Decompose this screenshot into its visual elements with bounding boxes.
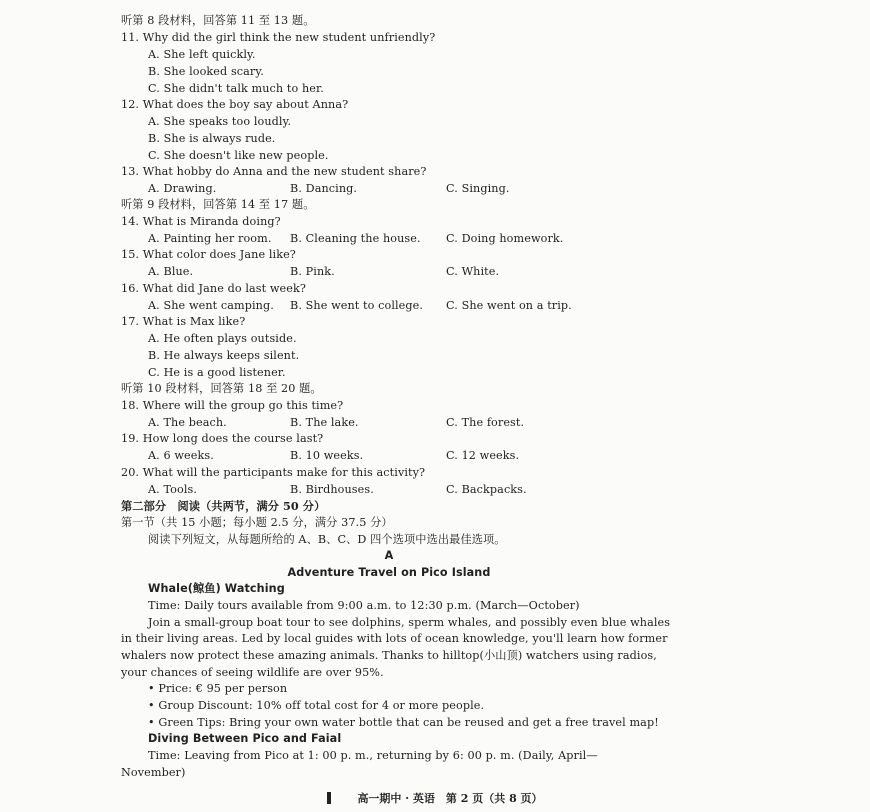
question-17: 17. What is Max like? <box>121 315 246 328</box>
option-19c: C. 12 weeks. <box>446 449 520 462</box>
option-13b: B. Dancing. <box>290 182 358 195</box>
option-13a: A. Drawing. <box>148 182 217 195</box>
option-15b: B. Pink. <box>290 265 335 278</box>
question-13: 13. What hobby do Anna and the new student share? <box>121 165 427 178</box>
diving-time: Time: Leaving from Pico at 1: 00 p. m., returning by 6: 00 p. m. (Daily, April— <box>148 749 598 762</box>
subsection-heading: 第一节（共 15 小题；每小题 2.5 分，满分 37.5 分） <box>121 516 393 529</box>
option-17c: C. He is a good listener. <box>148 366 286 379</box>
option-11b: B. She looked scary. <box>148 65 264 78</box>
option-18b: B. The lake. <box>290 416 359 429</box>
section-heading: 听第 9 段材料，回答第 14 至 17 题。 <box>121 198 315 211</box>
option-14c: C. Doing homework. <box>446 232 564 245</box>
question-11: 11. Why did the girl think the new student unfriendly? <box>121 31 436 44</box>
option-12c: C. She doesn't like new people. <box>148 149 329 162</box>
option-12a: A. She speaks too loudly. <box>148 115 292 128</box>
passage-letter: A <box>384 549 394 562</box>
option-20c: C. Backpacks. <box>446 483 527 496</box>
option-11c: C. She didn't talk much to her. <box>148 82 324 95</box>
part-heading: 第二部分 阅读（共两节，满分 50 分） <box>121 499 326 513</box>
option-17a: A. He often plays outside. <box>148 332 297 345</box>
option-16b: B. She went to college. <box>290 299 424 312</box>
whale-paragraph-line: Join a small-group boat tour to see dolphins, sperm whales, and possibly even blue whales <box>148 616 671 629</box>
question-12: 12. What does the boy say about Anna? <box>121 98 349 111</box>
question-16: 16. What did Jane do last week? <box>121 282 306 295</box>
option-11a: A. She left quickly. <box>148 48 256 61</box>
option-15a: A. Blue. <box>148 265 194 278</box>
question-14: 14. What is Miranda doing? <box>121 215 281 228</box>
page-footer <box>0 790 870 806</box>
option-15c: C. White. <box>446 265 500 278</box>
question-15: 15. What color does Jane like? <box>121 248 296 261</box>
option-16c: C. She went on a trip. <box>446 299 572 312</box>
footer-bar-mark <box>327 792 331 804</box>
option-13c: C. Singing. <box>446 182 510 195</box>
option-14a: A. Painting her room. <box>148 232 272 245</box>
passage-title: Adventure Travel on Pico Island <box>287 566 491 579</box>
whale-paragraph-line: whalers now protect these amazing animals. Thanks to hilltop(小山顶) watchers using radios, <box>121 649 657 662</box>
option-19a: A. 6 weeks. <box>148 449 214 462</box>
green-tips-bullet: • Green Tips: Bring your own water bottle that can be reused and get a free travel map! <box>148 716 659 729</box>
option-18a: A. The beach. <box>148 416 227 429</box>
section-heading: 听第 10 段材料，回答第 18 至 20 题。 <box>121 382 322 395</box>
option-20b: B. Birdhouses. <box>290 483 374 496</box>
whale-time: Time: Daily tours available from 9:00 a.m. to 12:30 p.m. (March—October) <box>148 599 580 612</box>
option-12b: B. She is always rude. <box>148 132 276 145</box>
whale-heading: Whale(鲸鱼) Watching <box>148 582 285 595</box>
option-19b: B. 10 weeks. <box>290 449 364 462</box>
instructions: 阅读下列短文，从每题所给的 A、B、C、D 四个选项中选出最佳选项。 <box>148 533 506 546</box>
diving-time-continued: November) <box>121 766 186 779</box>
question-20: 20. What will the participants make for this activity? <box>121 466 426 479</box>
question-18: 18. Where will the group go this time? <box>121 399 344 412</box>
option-16a: A. She went camping. <box>148 299 274 312</box>
discount-bullet: • Group Discount: 10% off total cost for 4 or more people. <box>148 699 485 712</box>
whale-paragraph-line: your chances of seeing wildlife are over 95%. <box>121 666 384 679</box>
whale-paragraph-line: in their living areas. Led by local guides with lots of ocean knowledge, you'll learn how former <box>121 632 668 645</box>
option-18c: C. The forest. <box>446 416 525 429</box>
footer-text: 高一期中 · 英语 第 2 页（共 8 页） <box>357 792 543 805</box>
question-19: 19. How long does the course last? <box>121 432 324 445</box>
section-heading: 听第 8 段材料，回答第 11 至 13 题。 <box>121 14 315 27</box>
option-20a: A. Tools. <box>148 483 198 496</box>
price-bullet: • Price: € 95 per person <box>148 682 288 695</box>
diving-heading: Diving Between Pico and Faial <box>148 732 342 745</box>
option-14b: B. Cleaning the house. <box>290 232 421 245</box>
option-17b: B. He always keeps silent. <box>148 349 300 362</box>
